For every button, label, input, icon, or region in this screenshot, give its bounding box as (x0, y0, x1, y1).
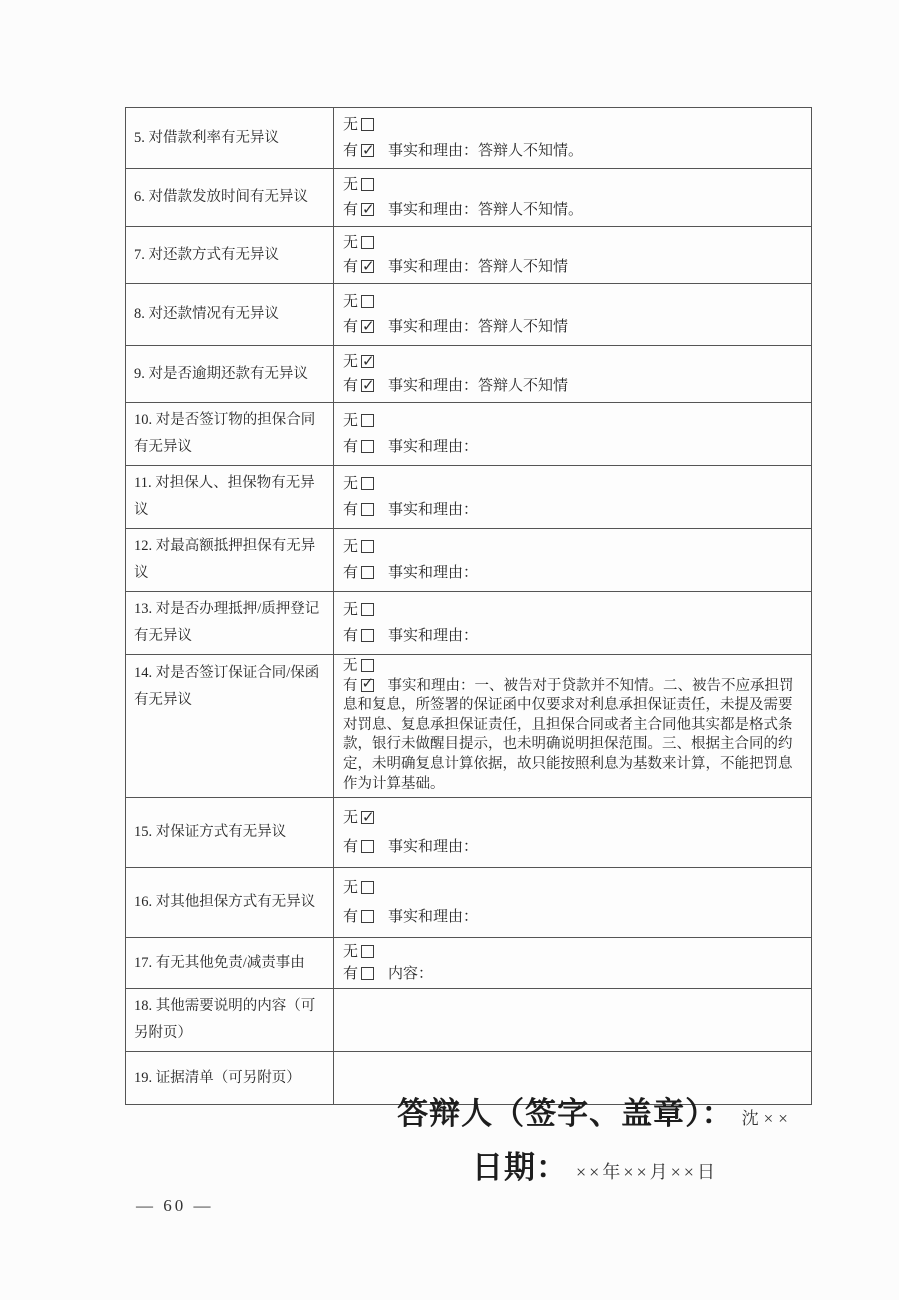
facts-reason-label: 事实和理由： (388, 201, 479, 218)
yes-checkbox[interactable] (361, 144, 374, 157)
yes-label: 有 (343, 378, 359, 394)
no-objection-line (343, 877, 801, 899)
question-label-cell (126, 868, 334, 937)
question-label: 8. 对还款情况有无异议 (134, 306, 279, 322)
page-number: — 60 — (136, 1196, 214, 1215)
no-objection-line (343, 291, 801, 313)
table-row (126, 403, 811, 466)
table-row (126, 466, 811, 529)
facts-reason-label: 事实和理由： (388, 565, 479, 581)
signer-line (360, 1088, 830, 1133)
yes-label: 有 (343, 677, 358, 694)
no-objection-line (343, 657, 801, 677)
facts-reason-label: 事实和理由： (388, 439, 479, 455)
facts-reason-label: 事实和理由： (388, 319, 479, 336)
no-label: 无 (343, 602, 359, 618)
no-objection-line (343, 807, 801, 829)
signer-name: 沈×× (741, 1109, 793, 1128)
facts-reason-label: 事实和理由： (388, 142, 479, 159)
no-checkbox[interactable] (361, 603, 374, 616)
no-objection-line (343, 536, 801, 558)
question-label: 7. 对还款方式有无异议 (134, 246, 279, 263)
facts-reason-label: 事实和理由： (388, 908, 479, 925)
facts-reason-value: 答辩人不知情 (478, 259, 569, 275)
question-label-cell (126, 989, 334, 1051)
no-checkbox[interactable] (361, 945, 374, 958)
no-label: 无 (343, 235, 359, 251)
yes-objection-line (343, 256, 801, 278)
yes-checkbox[interactable] (361, 203, 374, 216)
facts-reason-value: 答辩人不知情 (478, 378, 569, 394)
table-row (126, 227, 811, 284)
question-label: 15. 对保证方式有无异议 (134, 824, 287, 841)
question-label-cell (126, 592, 334, 654)
yes-label: 有 (343, 966, 359, 983)
yes-checkbox[interactable] (361, 320, 374, 333)
facts-reason-value: 一、被告对于贷款并不知情。二、被告不应承担罚息和复息，所签署的保证函中仅要求对利息承担保证责任，未提及需要对罚息、复息承担保证责任，且担保合同或者主合同他其实都是格式条款，银行未做醒目提示，也未明确说明担保范围。三、根据主合同的约定，未明确复息计算依据，故只能按照利息为基数来计算，不能把罚息作为计算基础。 (343, 677, 794, 792)
yes-objection-line (343, 375, 801, 397)
question-label-cell (126, 655, 334, 797)
respondent-opinion-table (125, 107, 812, 1105)
no-checkbox[interactable] (361, 659, 374, 672)
no-label: 无 (343, 658, 358, 674)
facts-reason-label: 事实和理由： (388, 378, 479, 394)
question-label-cell (126, 466, 334, 528)
yes-label: 有 (343, 502, 359, 518)
yes-label: 有 (343, 439, 359, 455)
no-checkbox[interactable] (361, 178, 374, 191)
yes-objection-line (343, 316, 801, 338)
table-row (126, 868, 811, 938)
question-label: 5. 对借款利率有无异议 (134, 129, 279, 146)
facts-reason-label: 事实和理由： (388, 628, 479, 644)
yes-checkbox[interactable] (361, 679, 374, 692)
no-label: 无 (343, 810, 359, 827)
no-label: 无 (343, 413, 359, 429)
no-objection-line (343, 114, 801, 136)
table-row (126, 938, 811, 989)
table-row (126, 655, 811, 798)
question-label: 10. 对是否签订物的担保合同有无异议 (134, 412, 316, 455)
table-row (126, 108, 811, 169)
yes-label: 有 (343, 319, 359, 336)
yes-label: 有 (343, 565, 359, 581)
answer-cell (334, 169, 811, 226)
table-row (126, 346, 811, 403)
question-label: 12. 对最高额抵押担保有无异议 (134, 538, 316, 581)
no-objection-line (343, 473, 801, 495)
no-checkbox[interactable] (361, 414, 374, 427)
yes-label: 有 (343, 908, 359, 925)
no-checkbox[interactable] (361, 236, 374, 249)
date-label: 日期： (472, 1150, 569, 1185)
question-label: 13. 对是否办理抵押/质押登记有无异议 (134, 601, 320, 644)
yes-objection-line (343, 677, 801, 795)
question-label: 19. 证据清单（可另附页） (134, 1069, 301, 1086)
date-value: ××年××月××日 (576, 1162, 718, 1182)
question-label: 16. 对其他担保方式有无异议 (134, 894, 316, 911)
question-label: 11. 对担保人、担保物有无异议 (134, 475, 315, 518)
question-label-cell (126, 169, 334, 226)
answer-cell (334, 284, 811, 345)
answer-cell (334, 592, 811, 654)
no-objection-line (343, 410, 801, 432)
facts-reason-label: 事实和理由： (388, 259, 479, 275)
no-checkbox[interactable] (361, 477, 374, 490)
facts-reason-label: 事实和理由： (388, 502, 479, 518)
question-label-cell (126, 938, 334, 988)
yes-label: 有 (343, 628, 359, 644)
no-objection-line (343, 351, 801, 373)
question-label: 18. 其他需要说明的内容（可另附页） (134, 998, 316, 1042)
question-label: 6. 对借款发放时间有无异议 (134, 189, 308, 205)
date-line (360, 1142, 830, 1187)
question-label-cell (126, 798, 334, 867)
no-objection-line (343, 599, 801, 621)
no-checkbox[interactable] (361, 540, 374, 553)
question-label-cell (126, 403, 334, 465)
yes-checkbox[interactable] (361, 503, 374, 516)
answer-cell (334, 108, 811, 168)
yes-checkbox[interactable] (361, 440, 374, 453)
no-objection-line (343, 941, 801, 963)
question-label-cell (126, 529, 334, 591)
answer-cell (334, 403, 811, 465)
signer-label: 答辩人（签字、盖章）： (397, 1096, 734, 1131)
table-row (126, 169, 811, 227)
signature-block (360, 1088, 830, 1187)
facts-reason-label: 事实和理由： (387, 677, 475, 694)
yes-checkbox[interactable] (361, 629, 374, 642)
yes-checkbox[interactable] (361, 910, 374, 923)
question-label-cell (126, 346, 334, 402)
yes-label: 有 (343, 838, 359, 855)
yes-checkbox[interactable] (361, 967, 374, 980)
yes-label: 有 (343, 201, 359, 218)
yes-checkbox[interactable] (361, 260, 374, 273)
yes-objection-line (343, 436, 801, 458)
table-row (126, 798, 811, 868)
facts-reason-value: 答辩人不知情。 (478, 142, 584, 159)
no-checkbox[interactable] (361, 881, 374, 894)
yes-checkbox[interactable] (361, 840, 374, 853)
question-label-cell (126, 284, 334, 345)
question-label: 17. 有无其他免责/减责事由 (134, 954, 305, 971)
no-label: 无 (343, 354, 359, 370)
question-label: 9. 对是否逾期还款有无异议 (134, 365, 308, 382)
facts-reason-value: 答辩人不知情 (478, 319, 569, 336)
answer-cell (334, 989, 811, 1051)
question-label-cell (126, 108, 334, 168)
no-objection-line (343, 232, 801, 254)
yes-objection-line (343, 199, 801, 221)
answer-cell (334, 655, 811, 797)
no-label: 无 (343, 476, 359, 492)
answer-cell (334, 798, 811, 867)
no-objection-line (343, 174, 801, 196)
table-row (126, 989, 811, 1052)
no-checkbox[interactable] (361, 811, 374, 824)
no-checkbox[interactable] (361, 355, 374, 368)
yes-objection-line (343, 562, 801, 584)
no-checkbox[interactable] (361, 295, 374, 308)
table-row (126, 592, 811, 655)
facts-reason-label: 内容： (388, 966, 434, 983)
answer-cell (334, 529, 811, 591)
yes-label: 有 (343, 259, 359, 275)
question-label-cell (126, 1052, 334, 1104)
table-row (126, 284, 811, 346)
no-label: 无 (343, 177, 359, 194)
answer-cell (334, 466, 811, 528)
yes-objection-line (343, 625, 801, 647)
answer-cell (334, 227, 811, 283)
question-label: 14. 对是否签订保证合同/保函有无异议 (134, 665, 320, 708)
yes-objection-line (343, 906, 801, 928)
no-label: 无 (343, 539, 359, 555)
yes-label: 有 (343, 142, 359, 159)
yes-objection-line (343, 836, 801, 858)
yes-objection-line (343, 963, 801, 985)
no-checkbox[interactable] (361, 118, 374, 131)
facts-reason-label: 事实和理由： (388, 838, 479, 855)
no-label: 无 (343, 293, 359, 310)
table-row (126, 529, 811, 592)
yes-objection-line (343, 140, 801, 162)
answer-cell (334, 868, 811, 937)
yes-objection-line (343, 499, 801, 521)
no-label: 无 (343, 944, 359, 961)
no-label: 无 (343, 880, 359, 897)
answer-cell (334, 346, 811, 402)
yes-checkbox[interactable] (361, 379, 374, 392)
question-label-cell (126, 227, 334, 283)
no-label: 无 (343, 117, 359, 134)
yes-checkbox[interactable] (361, 566, 374, 579)
facts-reason-value: 答辩人不知情。 (478, 201, 584, 218)
answer-cell (334, 938, 811, 988)
